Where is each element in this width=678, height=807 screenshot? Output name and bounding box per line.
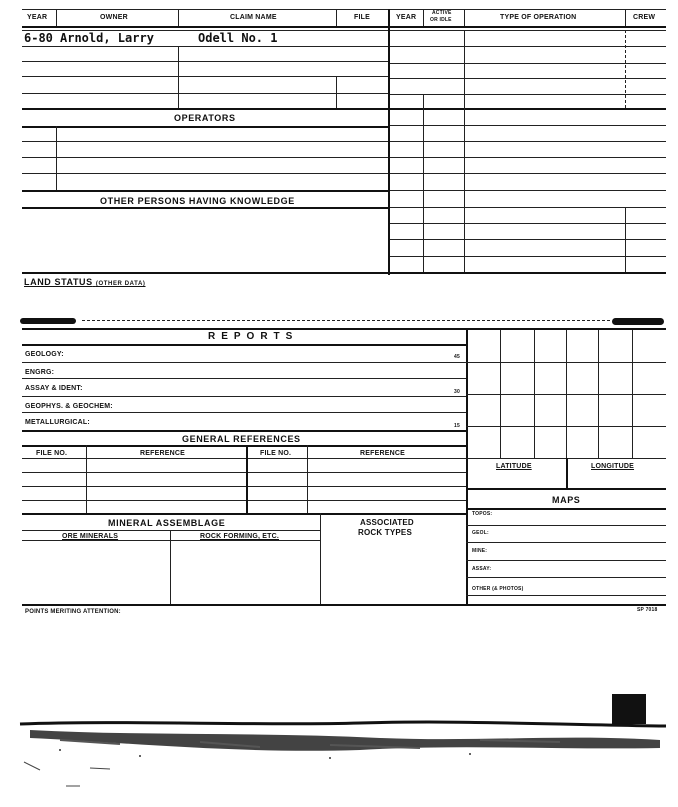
land-status-label: LAND STATUS: [24, 277, 93, 287]
gr-file-no-1: FILE NO.: [36, 450, 68, 457]
gr-reference-2: REFERENCE: [360, 450, 405, 457]
maps-mine: MINE:: [472, 548, 488, 554]
header-crew: CREW: [633, 14, 656, 21]
general-references-title: GENERAL REFERENCES: [182, 434, 301, 444]
header-or-idle: OR IDLE: [430, 17, 452, 23]
report-metallurgical-label: METALLURGICAL:: [25, 419, 90, 426]
report-metallurgical-num: 15: [454, 423, 460, 429]
maps-other: OTHER (& PHOTOS): [472, 586, 524, 592]
form-number: SP 7018: [637, 607, 658, 613]
maps-geol: GEOL:: [472, 530, 489, 536]
header-active: ACTIVE: [432, 10, 452, 16]
reports-title: REPORTS: [208, 331, 299, 342]
report-assay-label: ASSAY & IDENT:: [25, 385, 83, 392]
maps-topos: TOPOS:: [472, 511, 493, 517]
report-assay-num: 30: [454, 389, 460, 395]
header-owner: OWNER: [100, 14, 128, 21]
scan-artifact-band: [0, 690, 678, 807]
report-geology-label: GEOLOGY:: [25, 351, 64, 358]
header-type-of-operation: TYPE OF OPERATION: [500, 14, 577, 21]
header-claim-name: CLAIM NAME: [230, 14, 277, 21]
entry-owner: Arnold, Larry: [60, 31, 154, 45]
report-engrg-label: ENGRG:: [25, 369, 55, 376]
header-file: FILE: [354, 14, 370, 21]
maps-title: MAPS: [552, 495, 581, 505]
latitude-label: LATITUDE: [496, 463, 532, 470]
entry-claim-name: Odell No. 1: [198, 31, 278, 45]
associated-label-2: ROCK TYPES: [358, 528, 413, 537]
rock-forming-label: ROCK FORMING, ETC.: [200, 533, 280, 540]
associated-label-1: ASSOCIATED: [360, 518, 414, 527]
header-year-right: YEAR: [396, 14, 417, 21]
other-persons-heading: OTHER PERSONS HAVING KNOWLEDGE: [100, 196, 295, 206]
longitude-label: LONGITUDE: [591, 463, 635, 470]
ore-minerals-label: ORE MINERALS: [62, 533, 119, 540]
points-meriting-attention: POINTS MERITING ATTENTION:: [25, 609, 121, 615]
entry-year: 6-80: [24, 31, 53, 45]
gr-reference-1: REFERENCE: [140, 450, 185, 457]
maps-assay: ASSAY:: [472, 566, 492, 572]
operators-heading: OPERATORS: [174, 113, 236, 123]
land-status-sub: (OTHER DATA): [95, 281, 146, 287]
mineral-assemblage-title: MINERAL ASSEMBLAGE: [108, 518, 226, 528]
report-geology-num: 45: [454, 354, 460, 360]
report-geophys-label: GEOPHYS. & GEOCHEM:: [25, 403, 113, 410]
header-year: YEAR: [27, 14, 48, 21]
gr-file-no-2: FILE NO.: [260, 450, 292, 457]
